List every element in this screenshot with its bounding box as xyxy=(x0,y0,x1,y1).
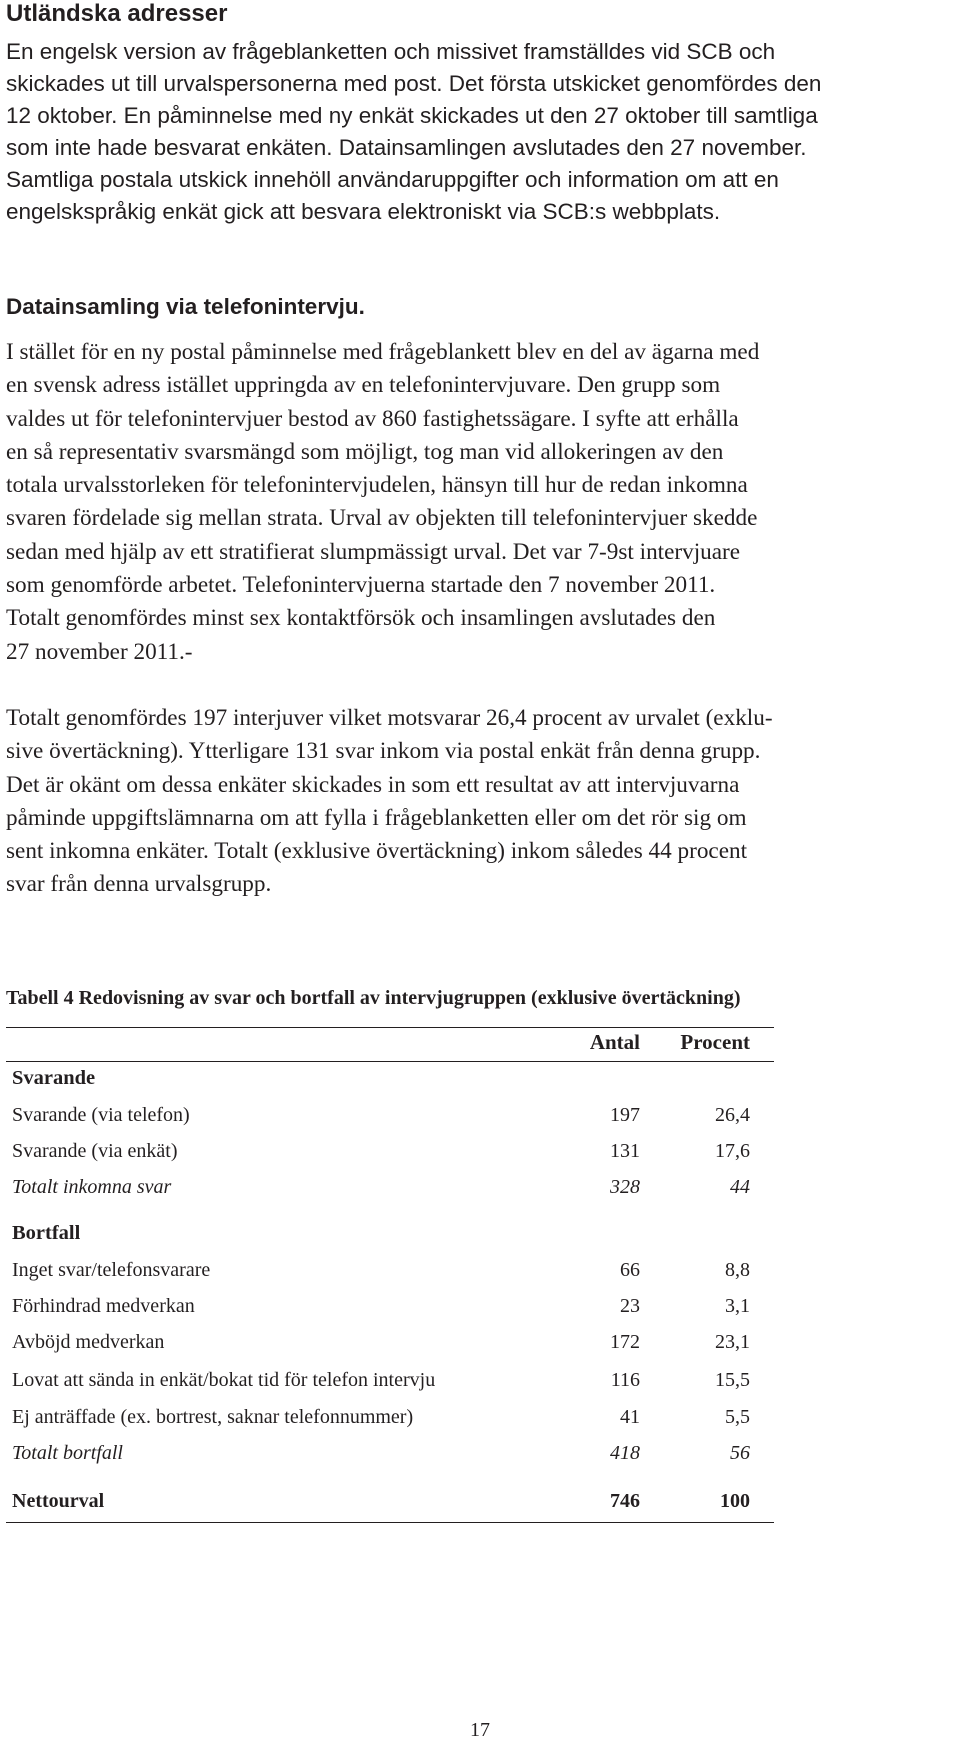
paragraph-line: svaren fördelade sig mellan strata. Urval av objekten till telefonintervjuer skedde xyxy=(6,505,758,532)
row-label: Förhindrad medverkan xyxy=(12,1295,195,1317)
paragraph-line: sedan med hjälp av ett stratifierat slumpmässigt urval. Det var 7-9st intervjuare xyxy=(6,538,741,565)
cell-procent: 8,8 xyxy=(725,1259,750,1281)
paragraph-line: En engelsk version av frågeblanketten och missivet framställdes vid SCB och xyxy=(6,39,776,64)
paragraph-line: 12 oktober. En påminnelse med ny enkät skickades ut den 27 oktober till samtliga xyxy=(6,103,818,128)
cell-procent: 56 xyxy=(730,1442,750,1464)
cell-antal: 23 xyxy=(620,1295,640,1317)
table-row xyxy=(12,1101,768,1129)
cell-antal: 116 xyxy=(610,1369,640,1391)
row-label: Avböjd medverkan xyxy=(12,1331,165,1353)
table-row xyxy=(12,1256,768,1284)
paragraph-line: totala urvalsstorleken för telefonintervjudelen, hänsyn till hur de redan inkomna xyxy=(6,472,748,499)
table-header-rule xyxy=(6,1061,774,1062)
cell-antal: 746 xyxy=(610,1490,640,1512)
paragraph-line: Totalt genomfördes 197 interjuver vilket motsvarar 26,4 procent av urvalet (exklu- xyxy=(6,705,773,731)
table-bottom-rule xyxy=(6,1522,774,1523)
table-row xyxy=(12,1403,768,1431)
row-label: Totalt bortfall xyxy=(12,1442,123,1464)
cell-procent: 26,4 xyxy=(715,1104,750,1126)
cell-antal: 418 xyxy=(610,1442,640,1464)
row-label: Inget svar/telefonsvarare xyxy=(12,1259,211,1281)
paragraph-line: sent inkomna enkäter. Totalt (exklusive övertäckning) inkom således 44 procent xyxy=(6,838,748,865)
table-row xyxy=(12,1366,768,1394)
table-row xyxy=(12,1328,768,1356)
table-row-nettourval xyxy=(12,1487,768,1515)
row-label: Totalt inkomna svar xyxy=(12,1176,172,1198)
cell-procent: 23,1 xyxy=(715,1331,750,1353)
paragraph-line: Det är okänt om dessa enkäter skickades in som ett resultat av att intervjuvarna xyxy=(6,771,740,798)
cell-procent: 3,1 xyxy=(725,1295,750,1317)
paragraph-line: sive övertäckning). Ytterligare 131 svar inkom via postal enkät från denna grupp. xyxy=(6,738,761,765)
cell-antal: 328 xyxy=(610,1176,640,1198)
paragraph-line: engelskspråkig enkät gick att besvara elektroniskt via SCB:s webbplats. xyxy=(6,199,721,224)
paragraph-line: svar från denna urvalsgrupp. xyxy=(6,871,272,898)
cell-procent: 100 xyxy=(720,1490,750,1512)
paragraph-line: en så representativ svarsmängd som möjligt, tog man vid allokeringen av den xyxy=(6,438,724,465)
cell-antal: 172 xyxy=(610,1331,640,1353)
paragraph-telefonintervju xyxy=(6,336,941,669)
row-label: Svarande (via telefon) xyxy=(12,1104,190,1126)
section-label: Svarande xyxy=(12,1067,96,1089)
section-heading: Utländska adresser xyxy=(6,0,228,27)
paragraph-line: valdes ut för telefonintervjuer bestod av 860 fastighetssägare. I syfte att erhålla xyxy=(6,405,739,432)
paragraph-line: Samtliga postala utskick innehöll användaruppgifter och information om att en xyxy=(6,167,779,192)
paragraph-line: 27 november 2011.- xyxy=(6,638,193,665)
cell-antal: 131 xyxy=(610,1140,640,1162)
paragraph-line: Totalt genomfördes minst sex kontaktförsök och insamlingen avslutades den xyxy=(6,605,716,632)
paragraph-line: som genomförde arbetet. Telefonintervjuerna startade den 7 november 2011. xyxy=(6,572,716,599)
cell-procent: 44 xyxy=(730,1176,750,1198)
paragraph-line: som inte hade besvarat enkäten. Datainsamlingen avslutades den 27 november. xyxy=(6,135,807,160)
table-header-row xyxy=(12,1028,768,1056)
table-row-total-svar xyxy=(12,1173,768,1201)
subheading-telefonintervju: Datainsamling via telefonintervju. xyxy=(6,294,365,319)
paragraph-totalt-genomfordes xyxy=(6,702,941,902)
cell-procent: 5,5 xyxy=(725,1406,750,1428)
table-row xyxy=(12,1292,768,1320)
row-label: Nettourval xyxy=(12,1490,105,1512)
cell-antal: 66 xyxy=(620,1259,640,1281)
row-label: Svarande (via enkät) xyxy=(12,1140,178,1162)
table-section-svarande xyxy=(12,1064,768,1092)
paragraph-utlandska-adresser xyxy=(6,36,936,228)
cell-procent: 17,6 xyxy=(715,1140,750,1162)
cell-antal: 41 xyxy=(620,1406,640,1428)
table-caption: Tabell 4 Redovisning av svar och bortfall av intervjugruppen (exklusive övertäckning) xyxy=(6,987,741,1009)
paragraph-line: en svensk adress istället uppringda av en telefonintervjuvare. Den grupp som xyxy=(6,372,721,399)
page-number: 17 xyxy=(470,1719,490,1741)
section-label: Bortfall xyxy=(12,1222,81,1244)
column-header-procent: Procent xyxy=(680,1030,750,1054)
row-label: Ej anträffade (ex. bortrest, saknar telefonnummer) xyxy=(12,1406,414,1428)
paragraph-line: skickades ut till urvalspersonerna med post. Det första utskicket genomfördes den xyxy=(6,71,822,96)
row-label: Lovat att sända in enkät/bokat tid för telefon intervju xyxy=(12,1369,436,1391)
paragraph-line: I stället för en ny postal påminnelse med frågeblankett blev en del av ägarna med xyxy=(6,339,760,365)
column-header-antal: Antal xyxy=(589,1030,640,1054)
cell-procent: 15,5 xyxy=(715,1369,750,1391)
table-row-total-bortfall xyxy=(12,1439,768,1467)
paragraph-line: påminde uppgiftslämnarna om att fylla i frågeblanketten eller om det rör sig om xyxy=(6,804,747,831)
table-section-bortfall xyxy=(12,1219,768,1247)
table-row xyxy=(12,1137,768,1165)
cell-antal: 197 xyxy=(610,1104,640,1126)
